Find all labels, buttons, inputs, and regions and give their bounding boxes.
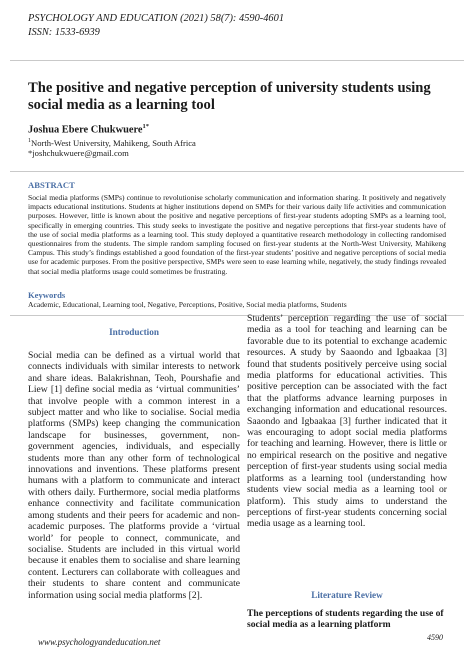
keywords-heading: Keywords — [28, 290, 66, 300]
author-name: Joshua Ebere Chukwuere — [28, 124, 143, 136]
abstract-divider — [10, 171, 464, 172]
author-email: *joshchukwuere@gmail.com — [28, 148, 129, 159]
affiliation: North-West University, Mahikeng, South Africa — [31, 137, 196, 148]
footer-url[interactable]: www.psychologyandeducation.net — [38, 637, 161, 647]
paper-title: The positive and negative perception of university students using social media as a learning tool — [28, 80, 431, 113]
journal-citation — [28, 12, 358, 40]
literature-review-heading: Literature Review — [311, 590, 383, 600]
introduction-text: Social media can be defined as a virtual world that connects individuals with similar interests to network and share ideas. Balakrishnan, Teoh, Pourshafie and Liew [1] define social media as ‘virtual communities’ that involve people with a common interest in a subject matter and who like to socialise. Social media platforms (SMPs) keep changing the communication landscape for businesses, government, non-government agencies, individuals, and especially students more than any other form of technological innovations and inventions. These platforms present humans with a platform to communicate and interact with others daily. Furthermore, social media platforms enhance connectivity and facilitate communication among students and their peers for academic and non-academic purposes. The platforms provide a ‘virtual world’ for people to connect, communicate, and socialise. Students are included in this virtual world because it enables them to socialise and share learning content. Lecturers can collaborate with colleagues and their students to share content and communicate information using social media platforms [2]. — [28, 350, 240, 601]
header-divider — [10, 60, 464, 61]
journal-line: PSYCHOLOGY AND EDUCATION (2021) 58(7): 4590-4601 — [28, 13, 285, 24]
author-sup: 1* — [142, 123, 150, 130]
issn-line: ISSN: 1533-6939 — [28, 27, 100, 38]
introduction-heading: Introduction — [109, 327, 159, 337]
affiliation-sup: 1 — [28, 138, 31, 144]
author — [28, 123, 149, 135]
abstract-text: Social media platforms (SMPs) continue to revolutionise scholarly communication and information sharing. It positively and negatively impacts educational institutions. Students at higher institutions depend on SMPs for their various daily life activities and communication purposes. However, little is known about the positive and negative perceptions of first-year students adopting SMPs as a learning tool, specifically in emerging countries. This study seeks to investigate the positive and negative perceptions that first-year students have of the use of social media platforms as a learning tool. This study deployed a quantitative research methodology in collecting randomised questionnaires from the students. The simple random sampling focused on first-year students at the North-West University, Mahikeng Campus. This study’s findings established a good foundation of the first-year students’ positive and negative perceptions of social media use for academic purposes. From the positive perspective, SMPs were seen to ease learning while, negatively, the study findings revealed that social media platforms usage could sometimes be frustrating. — [28, 193, 446, 276]
page-number: 4590 — [427, 633, 443, 642]
affiliation-block — [28, 136, 196, 159]
right-column-text: Students’ perception regarding the use of social media as a tool for teaching and learning can be favorable due to its potential to exchange academic resources. A study by Saaondo and Igbaakaa [3] found that students positively perceive using social media platforms for educational activities. This positive perception can be associated with the fact that the platforms advance learning purposes in exchanging information and educational resources. Saaondo and Igbaakaa [3] further indicated that it was encouraging to adopt social media platforms for teaching and learning. However, there is little or no empirical research on the positive and negative perception of first-year students using social media platforms as a learning tool (understanding how students view social media as a learning tool or platform). This study aims to understand the perceptions of first-year students concerning social media usage as a learning tool. — [247, 313, 447, 530]
literature-subheading: The perceptions of students regarding the use of social media as a learning platform — [247, 608, 444, 631]
abstract-heading: ABSTRACT — [28, 180, 75, 190]
keywords-text: Academic, Educational, Learning tool, Negative, Perceptions, Positive, Social media platforms, Students — [28, 300, 347, 309]
